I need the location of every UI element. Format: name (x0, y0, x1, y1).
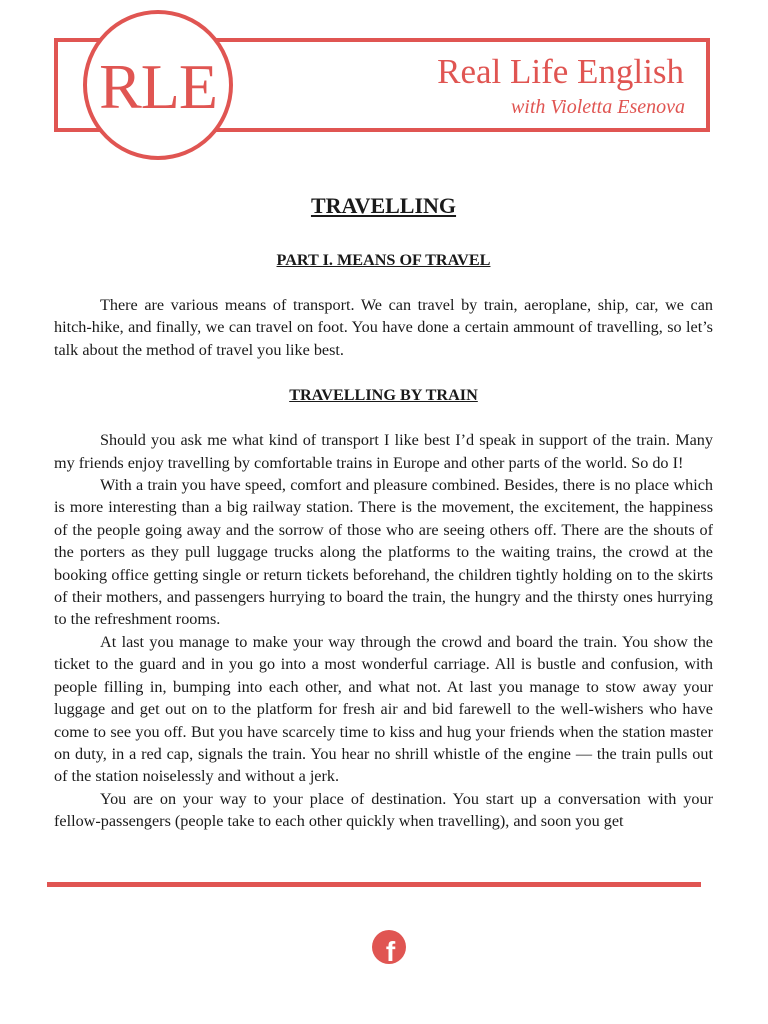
part-heading: PART I. MEANS OF TRAVEL (276, 251, 491, 269)
facebook-icon[interactable] (372, 930, 406, 964)
section-heading: TRAVELLING BY TRAIN (289, 386, 478, 405)
rle-logo (83, 10, 233, 160)
paragraph: At last you manage to make your way through the crowd and board the train. You show the ticket to the guard and in you go into a most wonderful carriage. All is bustle and confusion, with people filling in, bumping into each other, and what not. At last you manage to stow away your luggage and get out on to the platform for fresh air and bid farewell to the well-wishers who have come to see you off. But you have scarcely time to kiss and hug your friends when the station master on duty, in a red cap, signals the train. You hear no shrill whistle of the engine — the train pulls out of the station noiselessly and without a jerk. (54, 632, 713, 786)
logo-text: RLE (99, 51, 217, 122)
paragraph: You are on your way to your place of destination. You start up a conversation with your fellow-passengers (people take to each other quickly when travelling), and soon you get (54, 789, 713, 831)
paragraph: There are various means of transport. We can travel by train, aeroplane, ship, car, we can hitch-hike, and finally, we can travel on foot. You have done a certain ammount of travelling, so let’s talk about the method of travel you like best. (54, 296, 713, 359)
page-title: TRAVELLING (310, 193, 457, 218)
facebook-glyph: f (385, 936, 396, 964)
brand-subtitle: with Violetta Esenova (510, 96, 685, 118)
paragraph: With a train you have speed, comfort and pleasure combined. Besides, there is no place which is more interesting than a big railway station. There is the movement, the excitement, the happiness of the people going away and the sorrow of those who are seeing others off. There are the shouts of the porters as they pull luggage trucks along the platforms to the waiting trains, the crowd at the booking office getting single or return tickets beforehand, the children tightly holding on to the skirts of their mothers, and passengers hurrying to board the train, the hungry and the thirsty ones hurrying to the refreshment rooms. (54, 476, 713, 629)
footer-divider (47, 882, 701, 887)
paragraph: Should you ask me what kind of transport I like best I’d speak in support of the train. Many my friends enjoy travelling by comfortable trains in Europe and other parts of the world. So do I! (54, 431, 713, 472)
document-body (54, 192, 713, 833)
brand-name: Real Life English (437, 52, 684, 91)
